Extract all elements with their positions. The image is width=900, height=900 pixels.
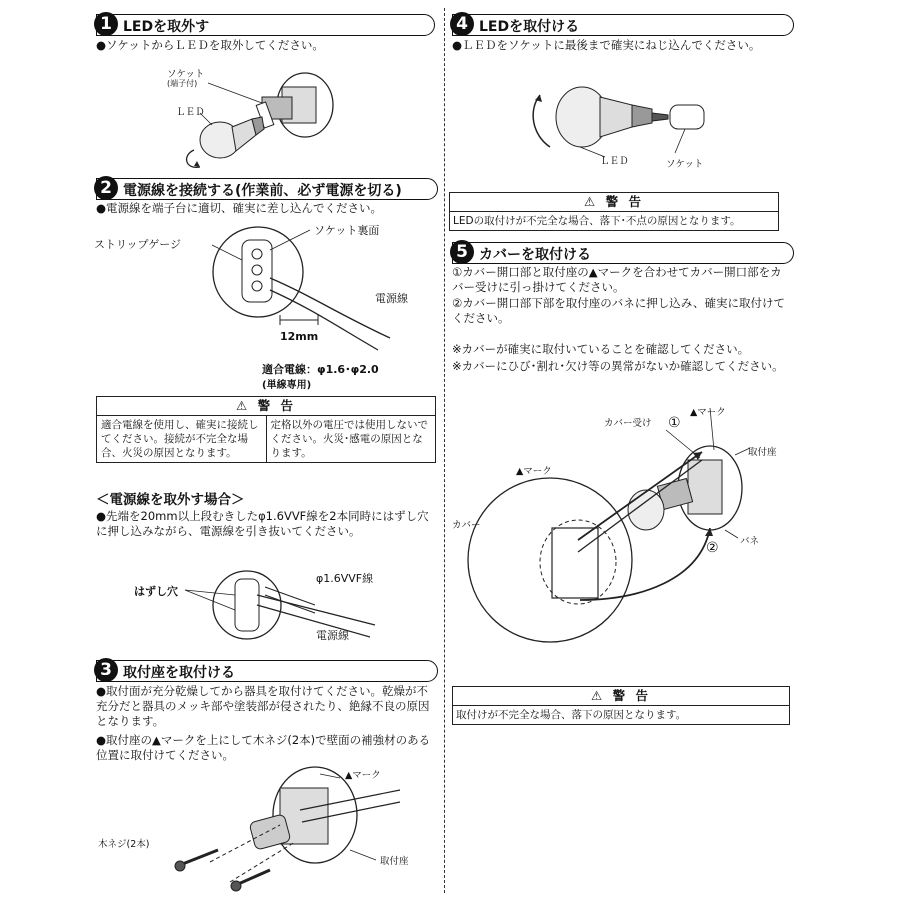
step2-warning bbox=[96, 396, 436, 463]
step1-title: LEDを取外す bbox=[123, 19, 210, 35]
step1-text: ●ソケットからＬＥＤを取外してください。 bbox=[96, 38, 324, 52]
step5-note1: ※カバーが確実に取付いていることを確認してください。 bbox=[452, 342, 750, 356]
step4-socket-label: ソケット bbox=[666, 159, 704, 170]
vvf-label: φ1.6VVF線 bbox=[316, 572, 374, 585]
step3-text1: ●取付面が充分乾燥してから器具を取付けてください。乾燥が不充分だと器具のメッキ部や塗装部が侵されたり、絶縁不良の原因となります。 bbox=[96, 684, 430, 728]
mark-left-label: ▲マーク bbox=[516, 466, 552, 477]
step2-warning-col1: 適合電線を使用し、確実に接続してください。接続が不完全な場合、火災の原因となります。 bbox=[101, 419, 259, 459]
socket-label: ソケット bbox=[167, 69, 205, 80]
power-wire-label: 電源線 bbox=[375, 292, 408, 305]
step3-number: 3 bbox=[94, 658, 118, 682]
spring-label: バネ bbox=[740, 536, 760, 547]
screw-label: 木ネジ(2本) bbox=[98, 839, 150, 850]
remove-power-wire-label: 電源線 bbox=[316, 629, 349, 642]
remove-wire-text: ●先端を20mm以上段むきしたφ1.6VVF線を2本同時にはずし穴に押し込みながら、電源線を引き抜いてください。 bbox=[96, 509, 429, 538]
release-hole-label: はずし穴 bbox=[134, 585, 178, 598]
step5-base-label: 取付座 bbox=[748, 447, 777, 458]
step3-mark-label: ▲マーク bbox=[345, 770, 381, 781]
step3-header bbox=[96, 660, 438, 682]
step5-title: カバーを取付ける bbox=[479, 247, 591, 263]
strip-gauge-label: ストリップゲージ bbox=[94, 238, 182, 251]
socket-sub-label: (端子付) bbox=[167, 79, 198, 88]
step1-header bbox=[96, 14, 435, 36]
step1-number: 1 bbox=[94, 12, 118, 36]
step5-text2: ②カバー開口部下部を取付座のバネに押し込み、確実に取付けてください。 bbox=[452, 296, 785, 325]
column-divider bbox=[444, 8, 445, 893]
length-label: 12mm bbox=[280, 330, 319, 343]
step5-warning bbox=[452, 686, 790, 725]
step5-note2: ※カバーにひび･割れ･欠け等の異常がないか確認してください。 bbox=[452, 359, 784, 373]
wire-spec: 適合電線：φ1.6･φ2.0 bbox=[262, 363, 379, 376]
mark-top-label: ▲マーク bbox=[690, 407, 726, 418]
step4-text: ●ＬＥＤをソケットに最後まで確実にねじ込んでください。 bbox=[452, 38, 761, 52]
step5-warning-text: 取付けが不完全な場合、落下の原因となります。 bbox=[456, 709, 687, 721]
base-mounting-illustration bbox=[170, 770, 410, 895]
step4-led-label: ＬＥＤ bbox=[600, 156, 629, 167]
step4-warning bbox=[449, 192, 779, 231]
circle1-label: ① bbox=[668, 415, 681, 431]
step2-number: 2 bbox=[94, 176, 118, 200]
step2-text: ●電源線を端子台に適切、確実に差し込んでください。 bbox=[96, 201, 383, 215]
circle2-label: ② bbox=[706, 540, 719, 556]
led-label: ＬＥＤ bbox=[176, 107, 205, 118]
step2-warning-title: ⚠ 警 告 bbox=[97, 397, 435, 416]
step2-header bbox=[96, 178, 438, 200]
step2-title: 電源線を接続する(作業前、必ず電源を切る) bbox=[123, 183, 402, 199]
step5-number: 5 bbox=[450, 240, 474, 264]
step4-warning-text: LEDの取付けが不完全な場合、落下･不点の原因となります。 bbox=[453, 215, 741, 227]
step4-number: 4 bbox=[450, 12, 474, 36]
cover-label: カバー bbox=[452, 520, 481, 531]
step5-header bbox=[452, 242, 794, 264]
step4-header bbox=[452, 14, 794, 36]
step5-text1: ①カバー開口部と取付座の▲マークを合わせてカバー開口部をカバー受けに引っ掛けてください。 bbox=[452, 265, 782, 294]
step5-warning-title: ⚠ 警 告 bbox=[453, 687, 789, 706]
wire-spec-sub: (単線専用) bbox=[262, 380, 312, 391]
socket-back-label: ソケット裏面 bbox=[314, 224, 380, 237]
remove-wire-heading: ＜電源線を取外す場合＞ bbox=[96, 492, 245, 508]
step3-title: 取付座を取付ける bbox=[123, 665, 235, 681]
step4-warning-title: ⚠ 警 告 bbox=[450, 193, 778, 212]
step3-text2: ●取付座の▲マークを上にして木ネジ(2本)で壁面の補強材のある位置に取付けてください。 bbox=[96, 733, 431, 762]
step2-warning-col2: 定格以外の電圧では使用しないでください。火災･感電の原因となります。 bbox=[266, 416, 436, 462]
step3-base-label: 取付座 bbox=[380, 856, 409, 867]
step4-title: LEDを取付ける bbox=[479, 19, 580, 35]
cover-holder-label: カバー受け bbox=[604, 418, 652, 429]
